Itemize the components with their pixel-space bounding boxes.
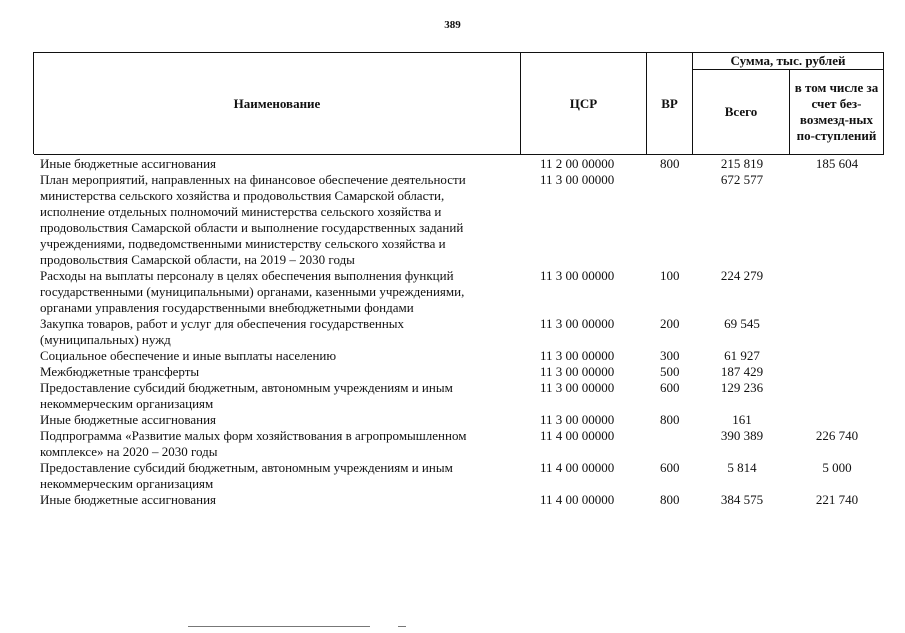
row-name: Иные бюджетные ассигнования	[40, 412, 217, 427]
header-gratuitous: в том числе за счет без-возмезд-ных по-ступлений	[790, 70, 884, 155]
row-csr: 11 3 00 00000	[540, 316, 615, 331]
row-vr: 100	[660, 268, 680, 283]
row-total: 224 279	[720, 268, 764, 283]
row-vr: 200	[660, 316, 680, 331]
table-row	[0, 348, 905, 364]
row-name: Иные бюджетные ассигнования	[40, 492, 217, 507]
table-header	[33, 52, 884, 154]
row-vr: 800	[660, 156, 680, 171]
table-row	[0, 428, 905, 460]
row-total: 672 577	[720, 172, 764, 187]
row-csr: 11 3 00 00000	[540, 172, 615, 187]
row-total: 61 927	[724, 348, 760, 363]
row-csr: 11 3 00 00000	[540, 380, 615, 395]
row-total: 161	[732, 412, 752, 427]
row-csr: 11 3 00 00000	[540, 412, 615, 427]
row-total: 215 819	[720, 156, 764, 171]
row-csr: 11 4 00 00000	[540, 428, 615, 443]
row-vr: 800	[660, 412, 680, 427]
table-row	[0, 380, 905, 412]
row-name: Расходы на выплаты персоналу в целях обеспечения выполнения функций государственными (муниципальными) органами, казенными учреждениями, органами управления государственными внебюджетными фондами	[40, 268, 465, 315]
header-vr: ВР	[647, 53, 693, 155]
table-row	[0, 412, 905, 428]
row-name: Межбюджетные трансферты	[40, 364, 200, 379]
row-csr: 11 3 00 00000	[540, 364, 615, 379]
row-name: Предоставление субсидий бюджетным, автономным учреждениям и иным некоммерческим организациям	[40, 380, 453, 411]
row-total: 69 545	[724, 316, 760, 331]
row-total: 187 429	[720, 364, 764, 379]
row-total: 384 575	[720, 492, 764, 507]
table-row	[0, 364, 905, 380]
footer-rule-fragment	[398, 626, 406, 627]
header-total: Всего	[693, 70, 790, 155]
row-name: Закупка товаров, работ и услуг для обеспечения государственных (муниципальных) нужд	[40, 316, 405, 347]
row-total: 390 389	[720, 428, 764, 443]
row-vr: 500	[660, 364, 680, 379]
table-body	[0, 156, 905, 508]
row-csr: 11 3 00 00000	[540, 348, 615, 363]
row-csr: 11 4 00 00000	[540, 492, 615, 507]
row-csr: 11 3 00 00000	[540, 268, 615, 283]
row-csr: 11 4 00 00000	[540, 460, 615, 475]
row-gratuitous: 226 740	[815, 428, 859, 443]
row-vr: 300	[660, 348, 680, 363]
row-name: План мероприятий, направленных на финансовое обеспечение деятельности министерства сельского хозяйства и продовольствия Самарской области, исполнение отдельных полномочий министерства сельского хозяйства и продовольствия Самарской области и выполнение государственных заданий учреждениями, подведомственными министерству сельского хозяйства и продовольствия Самарской области, на 2019 – 2030 годы	[40, 172, 466, 267]
table-row	[0, 492, 905, 508]
row-name: Подпрограмма «Развитие малых форм хозяйствования в агропромышленном комплексе» на 2020 – 2030 годы	[40, 428, 467, 459]
row-name: Социальное обеспечение и иные выплаты населению	[40, 348, 337, 363]
table-row	[0, 156, 905, 172]
row-vr: 600	[660, 460, 680, 475]
table-row	[0, 460, 905, 492]
row-name: Иные бюджетные ассигнования	[40, 156, 217, 171]
header-name: Наименование	[34, 53, 521, 155]
row-total: 129 236	[720, 380, 764, 395]
row-name: Предоставление субсидий бюджетным, автономным учреждениям и иным некоммерческим организациям	[40, 460, 453, 491]
row-csr: 11 2 00 00000	[540, 156, 615, 171]
row-gratuitous: 221 740	[815, 492, 859, 507]
header-csr: ЦСР	[521, 53, 647, 155]
page-number: 389	[444, 19, 461, 31]
table-row	[0, 316, 905, 348]
row-gratuitous: 5 000	[822, 460, 852, 475]
row-gratuitous: 185 604	[815, 156, 859, 171]
table-row	[0, 268, 905, 316]
row-vr: 800	[660, 492, 680, 507]
footer-rule	[188, 626, 370, 627]
row-total: 5 814	[727, 460, 757, 475]
table-row	[0, 172, 905, 268]
row-vr: 600	[660, 380, 680, 395]
header-sum: Сумма, тыс. рублей	[693, 53, 884, 70]
